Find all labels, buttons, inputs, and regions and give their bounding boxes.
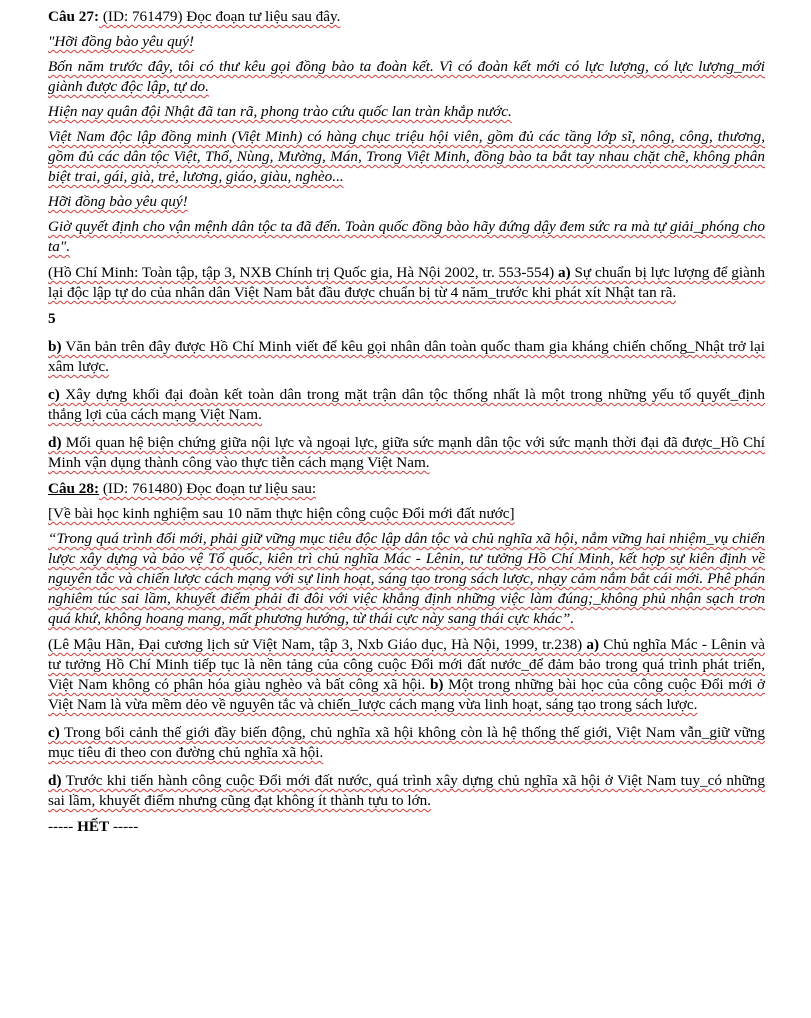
page-number: 5: [48, 310, 56, 327]
end-word: HẾT: [77, 818, 110, 835]
q27-header: [48, 7, 765, 27]
q28-title: [Về bài học kinh nghiệm sau 10 năm thực hiện công cuộc Đổi mới đất nước]: [48, 505, 515, 522]
end-prefix: -----: [48, 818, 78, 835]
q27-d-text: Mối quan hệ biện chứng giữa nội lực và ngoại lực, giữa sức mạnh dân tộc với sức mạnh thời đại đã được_Hồ Chí Minh vận dụng thành công vào thực tiễn cách mạng Việt Nam.: [48, 434, 765, 471]
end-marker: [48, 817, 765, 837]
end-suffix: -----: [109, 818, 139, 835]
q28-b-text: Một trong những bài học của công cuộc Đổi mới ở Việt Nam là vừa mềm dẻo về nguyên tắc và chiến_lược cách mạng vừa linh hoạt, sáng tạo trong sách lược.: [48, 676, 766, 713]
q28-c-label: c): [48, 724, 60, 741]
q27-c-text: Xây dựng khối đại đoàn kết toàn dân trong mặt trận dân tộc thống nhất là một trong những yếu tố quyết_định thắng lợi của cách mạng Việt Nam.: [48, 386, 765, 423]
q27-source-and-a: [48, 263, 765, 303]
q27-para-4: Hỡi đồng bào yêu quý!: [48, 193, 188, 210]
q27-d-label: d): [48, 434, 62, 451]
q27-b-text: Văn bản trên đây được Hồ Chí Minh viết để kêu gọi nhân dân toàn quốc tham gia kháng chiến chống_Nhật trở lại xâm lược.: [48, 338, 765, 375]
q27-a-label: a): [558, 264, 571, 281]
q27-para-5: Giờ quyết định cho vận mệnh dân tộc ta đã đến. Toàn quốc đồng bào hãy đứng dậy đem sức ra mà tự giải_phóng cho ta".: [48, 218, 765, 255]
q27-b-label: b): [48, 338, 62, 355]
q28-d-label: d): [48, 772, 62, 789]
q28-a-text: Chủ nghĩa Mác - Lênin và tư tưởng Hồ Chí Minh tiếp tục là nền tảng của công cuộc Đổi mới đất nước_để đảm bảo trong quá trình phát triển, Việt Nam không có phân hóa giàu nghèo và bất công xã hội.: [48, 636, 765, 693]
q28-header-text: (ID: 761480) Đọc đoạn tư liệu sau:: [99, 480, 317, 497]
q27-para-1: Bốn năm trước đây, tôi có thư kêu gọi đồng bào ta đoàn kết. Vì có đoàn kết mới có lực lượng, có lực lượng_mới giành được độc lập, tự do.: [48, 58, 765, 95]
q28-quote: “Trong quá trình đổi mới, phải giữ vững mục tiêu độc lập dân tộc và chủ nghĩa xã hội, nắm vững hai nhiệm_vụ chiến lược xây dựng và bảo vệ Tổ quốc, kiên trì chủ nghĩa Mác - Lênin, tư tưởng Hồ Chí Minh, kết hợp sự kiên định về nguyên tắc và chiến lược cách mạng với sự linh hoạt, sáng tạo trong sách lược, nhạy cảm nắm bắt cái mới. Phê phán nghiêm túc sai lầm, khuyết điểm phải đi đôi với việc khẳng định những việc làm đúng;_không phủ nhận sạch trơn quá khứ, không hoang mang, mất phương hướng, từ thái cực này sang thái cực khác”.: [48, 530, 765, 627]
q28-c-text: Trong bối cảnh thế giới đầy biến động, chủ nghĩa xã hội không còn là hệ thống thế giới, Việt Nam vẫn_giữ vững mục tiêu đi theo con đường chủ nghĩa xã hội.: [48, 724, 765, 761]
q28-source-and-ab: [48, 635, 765, 715]
q28-header: [48, 479, 765, 499]
q28-source: (Lê Mậu Hãn, Đại cương lịch sử Việt Nam, tập 3, Nxb Giáo dục, Hà Nội, 1999, tr.238): [48, 636, 587, 653]
q27-quote-open: "Hỡi đồng bào yêu quý!: [48, 33, 195, 50]
q27-label: Câu 27:: [48, 8, 100, 25]
q28-a-label: a): [586, 636, 600, 653]
q27-para-2: Hiện nay quân đội Nhật đã tan rã, phong trào cứu quốc lan tràn khắp nước.: [48, 103, 512, 120]
q27-para-3: Việt Nam độc lập đồng minh (Việt Minh) có hàng chục triệu hội viên, gồm đủ các tầng lớp sĩ, nông, công, thương, gồm đủ các dân tộc Việt, Thổ, Nùng, Mường, Mán, Trong Việt Minh, đồng bào ta bắt tay nhau chặt chẽ, không phân biệt trai, gái, già, trẻ, lương, giáo, giàu, nghèo...: [48, 128, 765, 185]
q28-option-d: [48, 771, 765, 811]
q27-c-label: c): [48, 386, 60, 403]
q27-option-b: [48, 337, 765, 377]
q27-option-d: [48, 433, 765, 473]
q27-a-text: Sự chuẩn bị lực lượng để giành lại độc lập tự do của nhân dân Việt Nam bắt đầu được chuẩn bị từ 4 năm_trước khi phát xít Nhật tan rã.: [48, 264, 765, 301]
q28-d-text: Trước khi tiến hành công cuộc Đổi mới đất nước, quá trình xây dựng chủ nghĩa xã hội ở Việt Nam tuy_có những sai lầm, khuyết điểm nhưng cũng đạt không ít thành tựu to lớn.: [48, 772, 765, 809]
q28-label: Câu 28:: [48, 480, 100, 497]
q28-b-label: b): [429, 676, 444, 693]
q27-option-c: [48, 385, 765, 425]
q27-header-text: (ID: 761479) Đọc đoạn tư liệu sau đây.: [99, 8, 341, 25]
q27-source: (Hồ Chí Minh: Toàn tập, tập 3, NXB Chính trị Quốc gia, Hà Nội 2002, tr. 553-554): [48, 264, 559, 281]
q28-option-c: [48, 723, 765, 763]
